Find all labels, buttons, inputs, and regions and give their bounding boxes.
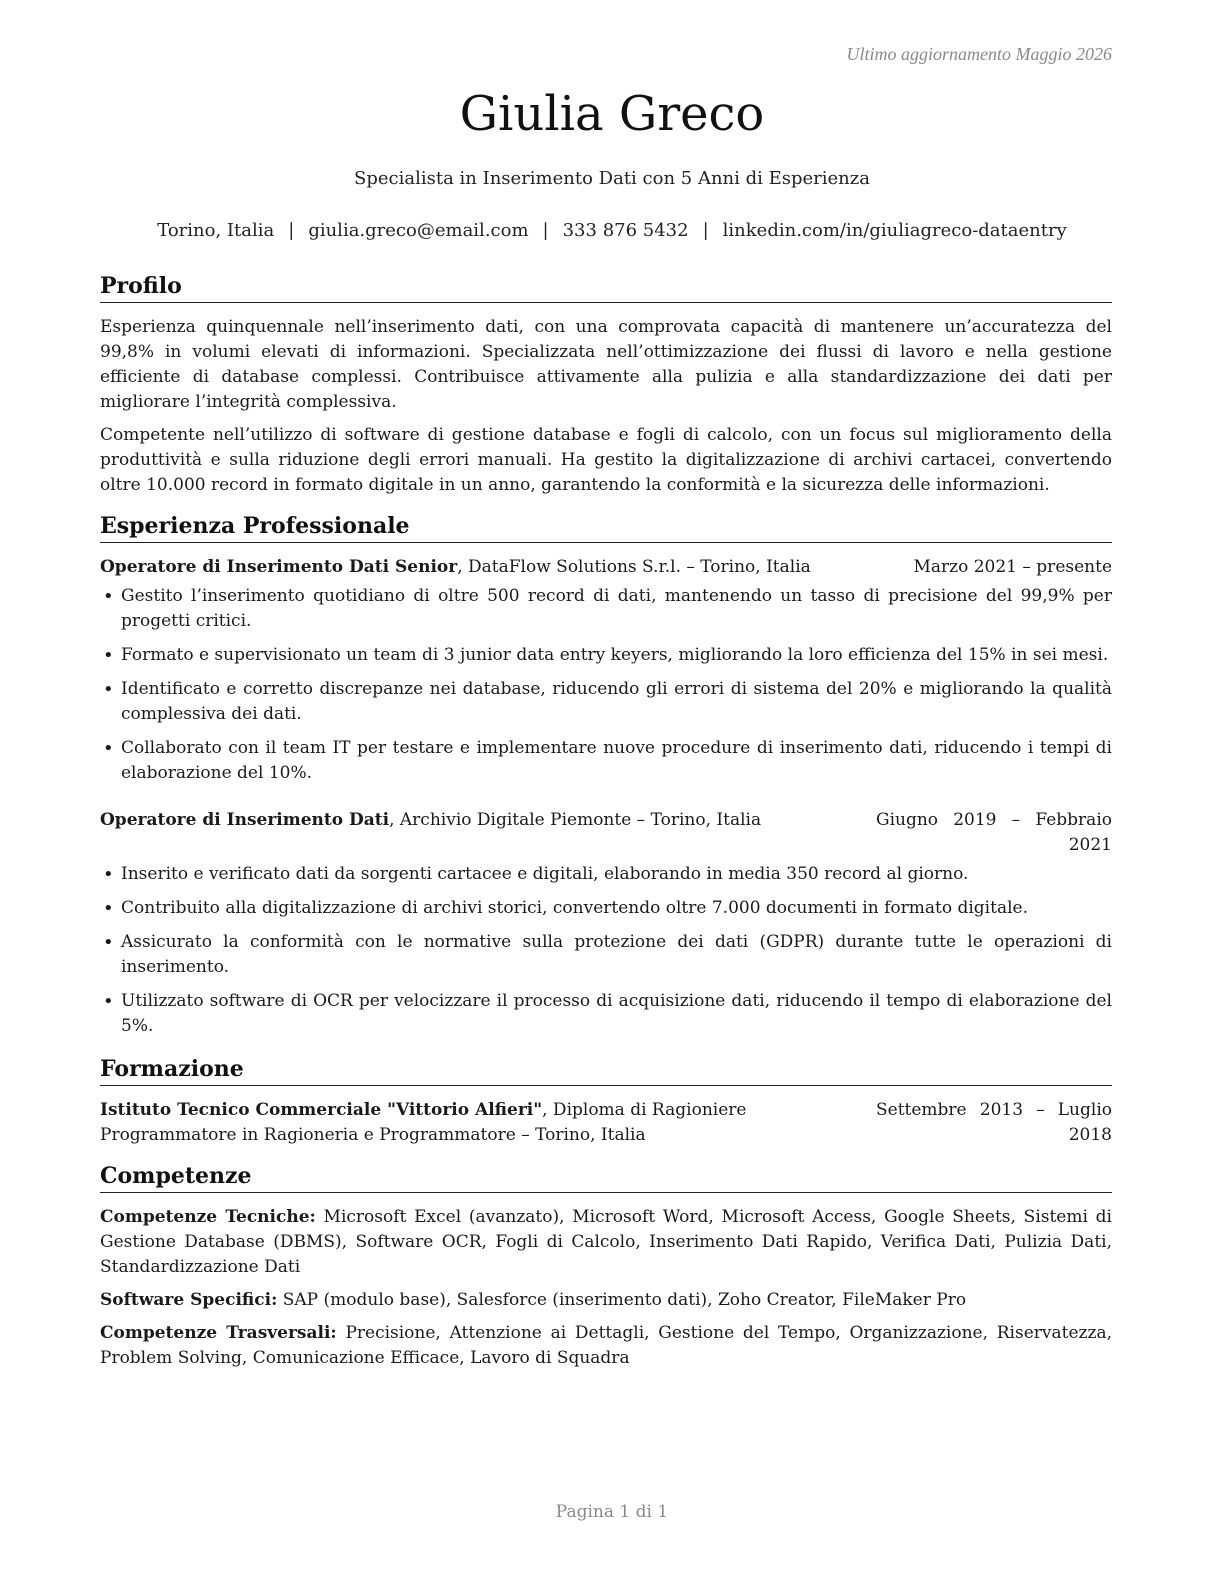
job-header bbox=[100, 808, 1112, 858]
contact-separator: | bbox=[288, 220, 295, 241]
job-bullet: • Collaborato con il team IT per testare e implementare nuove procedure di inserimento dati, riducendo i tempi di elaborazione del 10%. bbox=[100, 736, 1112, 786]
education-school-name: "Vittorio Alfieri" bbox=[387, 1100, 543, 1120]
skills-section bbox=[100, 1162, 1112, 1371]
skill-text: Microsoft Excel (avanzato), Microsoft Word, Microsoft Access, Google Sheets, Sistemi di Gestione Database (DBMS), Software OCR, Fogli di Calcolo, Inserimento Dati Rapido, Verifica Dati, Pulizia Dati, Standardizzazione Dati bbox=[100, 1207, 1112, 1277]
skill-label: Competenze Tecniche: bbox=[100, 1207, 316, 1227]
skill-group bbox=[100, 1205, 1112, 1280]
job-company: , DataFlow Solutions S.r.l. – Torino, Italia bbox=[457, 557, 811, 577]
education-section bbox=[100, 1055, 1112, 1148]
experience-section bbox=[100, 512, 1112, 1039]
job-bullet: • Assicurato la conformità con le normative sulla protezione dei dati (GDPR) durante tutte le operazioni di inserimento. bbox=[100, 930, 1112, 980]
skill-group bbox=[100, 1321, 1112, 1371]
contact-separator: | bbox=[542, 220, 549, 241]
section-title-education: Formazione bbox=[100, 1055, 1112, 1086]
education-dates: Settembre 2013 – Luglio 2018 bbox=[876, 1100, 1112, 1145]
contact-phone[interactable]: 333 876 5432 bbox=[562, 220, 689, 241]
profile-section bbox=[100, 272, 1112, 498]
last-updated: Ultimo aggiornamento Maggio 2026 bbox=[846, 44, 1112, 64]
job-company: , Archivio Digitale Piemonte – Torino, Italia bbox=[389, 810, 762, 830]
job-bullet: • Gestito l’inserimento quotidiano di oltre 500 record di dati, mantenendo un tasso di precisione del 99,9% per progetti critici. bbox=[100, 584, 1112, 634]
page-number: Pagina 1 di 1 bbox=[555, 1502, 669, 1522]
profile-paragraph: Competente nell’utilizzo di software di gestione database e fogli di calcolo, con un focus sul miglioramento della produttività e sulla riduzione degli errori manuali. Ha gestito la digitalizzazione di archivi cartacei, convertendo oltre 10.000 record in formato digitale in un anno, garantendo la conformità e la sicurezza delle informazioni. bbox=[100, 425, 1112, 495]
job-bullet: • Formato e supervisionato un team di 3 junior data entry keyers, migliorando la loro efficienza del 15% in sei mesi. bbox=[100, 643, 1112, 668]
contact-separator: | bbox=[702, 220, 709, 241]
education-school: Istituto Tecnico Commerciale bbox=[100, 1100, 388, 1120]
job-dates: Marzo 2021 – presente bbox=[913, 557, 1112, 577]
contact-email[interactable]: giulia.greco@email.com bbox=[308, 220, 529, 241]
contact-line bbox=[0, 220, 1224, 241]
job-entry bbox=[100, 555, 1112, 786]
education-line bbox=[100, 1098, 876, 1148]
education-entry bbox=[100, 1098, 1112, 1148]
resume-body bbox=[100, 272, 1112, 1379]
job-bullet: • Contribuito alla digitalizzazione di archivi storici, convertendo oltre 7.000 documenti in formato digitale. bbox=[100, 896, 1112, 921]
contact-linkedin[interactable]: linkedin.com/in/giuliagreco-dataentry bbox=[722, 220, 1067, 241]
section-title-experience: Esperienza Professionale bbox=[100, 512, 1112, 543]
skill-label: Competenze Trasversali: bbox=[100, 1323, 337, 1343]
skill-text: Precisione, Attenzione ai Dettagli, Gestione del Tempo, Organizzazione, Riservatezza, Problem Solving, Comunicazione Efficace, Lavoro di Squadra bbox=[100, 1323, 1112, 1368]
candidate-name: Giulia Greco bbox=[459, 86, 765, 142]
job-title-line bbox=[100, 808, 876, 833]
skill-group bbox=[100, 1288, 1112, 1313]
job-role: Operatore di Inserimento Dati bbox=[100, 810, 390, 830]
job-dates: Giugno 2019 – Febbraio 2021 bbox=[876, 810, 1112, 855]
job-header bbox=[100, 555, 1112, 580]
job-bullets bbox=[100, 862, 1112, 1039]
job-role: Operatore di Inserimento Dati Senior bbox=[100, 557, 458, 577]
job-title-line bbox=[100, 555, 912, 580]
contact-location: Torino, Italia bbox=[157, 220, 275, 241]
job-entry bbox=[100, 808, 1112, 1039]
job-bullet: • Identificato e corretto discrepanze nei database, riducendo gli errori di sistema del 20% e migliorando la qualità complessiva dei dati. bbox=[100, 677, 1112, 727]
job-bullet: • Inserito e verificato dati da sorgenti cartacee e digitali, elaborando in media 350 record al giorno. bbox=[100, 862, 1112, 887]
skill-text: SAP (modulo base), Salesforce (inserimento dati), Zoho Creator, FileMaker Pro bbox=[277, 1290, 967, 1310]
education-degree: , Diploma di Ragioniere Programmatore in Ragioneria e Programmatore – Torino, Italia bbox=[100, 1100, 747, 1145]
section-title-profile: Profilo bbox=[100, 272, 1112, 303]
skill-label: Software Specifici: bbox=[100, 1290, 278, 1310]
section-title-skills: Competenze bbox=[100, 1162, 1112, 1193]
job-bullets bbox=[100, 584, 1112, 786]
job-bullet: • Utilizzato software di OCR per velocizzare il processo di acquisizione dati, riducendo il tempo di elaborazione del 5%. bbox=[100, 989, 1112, 1039]
profile-paragraph: Esperienza quinquennale nell’inserimento dati, con una comprovata capacità di mantenere un’accuratezza del 99,8% in volumi elevati di informazioni. Specializzata nell’ottimizzazione dei flussi di lavoro e nella gestione efficiente di database complessi. Contribuisce attivamente alla pulizia e alla standardizzazione dei dati per migliorare l’integrità complessiva. bbox=[100, 317, 1112, 412]
candidate-subtitle: Specialista in Inserimento Dati con 5 Anni di Esperienza bbox=[354, 168, 870, 189]
